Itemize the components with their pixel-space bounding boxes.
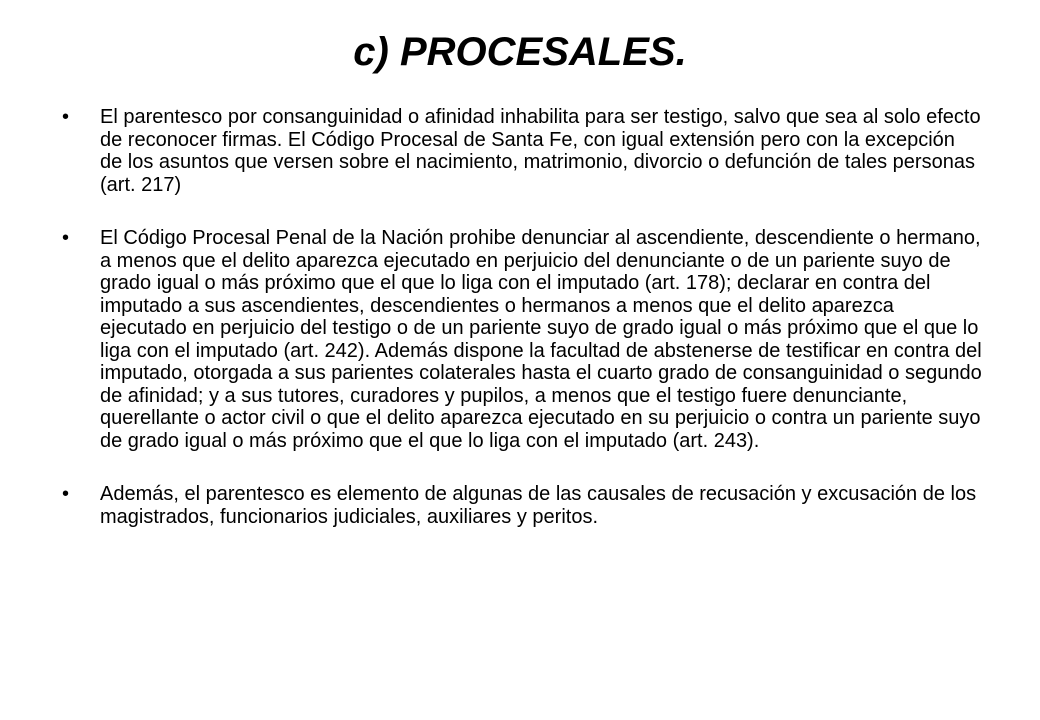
slide-title: c) PROCESALES.	[353, 30, 687, 74]
bullet-list	[62, 106, 982, 559]
bullet-item	[62, 483, 982, 528]
bullet-text: El parentesco por consanguinidad o afinidad inhabilita para ser testigo, salvo que sea al solo efecto de reconocer firmas. El Código Procesal de Santa Fe, con igual extensión pero con la excepción de los asuntos que versen sobre el nacimiento, matrimonio, divorcio o defunción de tales personas (art. 217)	[100, 106, 981, 196]
bullet-text: El Código Procesal Penal de la Nación prohibe denunciar al ascendiente, descendiente o hermano, a menos que el delito aparezca ejecutado en perjuicio del denunciante o de un pariente suyo de grado igual o más próximo que el que lo liga con el imputado (art. 178); declarar en contra del imputado a sus ascendientes, descendientes o hermanos a menos que el delito aparezca ejecutado en perjuicio del testigo o de un pariente suyo de grado igual o más próximo que el que lo liga con el imputado (art. 242). Además dispone la facultad de abstenerse de testificar en contra del imputado, otorgada a sus parientes colaterales hasta el cuarto grado de consanguinidad o segundo de afinidad; y a sus tutores, curadores y pupilos, a menos que el testigo fuere denunciante, querellante o actor civil o que el delito aparezca ejecutado en su perjuicio o contra un pariente suyo de grado igual o más próximo que el que lo liga con el imputado (art. 243).	[100, 227, 982, 452]
bullet-dot-icon: •	[62, 106, 70, 128]
bullet-text: Además, el parentesco es elemento de algunas de las causales de recusación y excusación de los magistrados, funcionarios judiciales, auxiliares y peritos.	[100, 483, 977, 528]
bullet-dot-icon: •	[62, 483, 70, 505]
bullet-item	[62, 227, 982, 452]
bullet-dot-icon: •	[62, 227, 70, 249]
bullet-item	[62, 106, 982, 196]
